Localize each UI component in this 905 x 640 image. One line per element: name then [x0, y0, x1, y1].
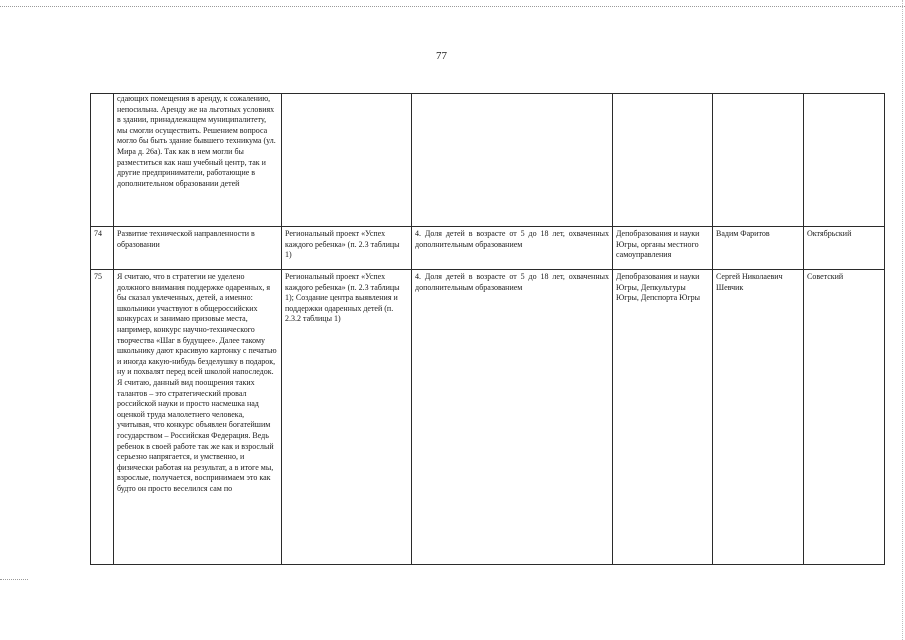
indicator-text: 4. Доля детей в возрасте от 5 до 18 лет, охваченных дополнительным образованием — [412, 227, 613, 270]
project-reference: Региональный проект «Успех каждого ребенка» (п. 2.3 таблицы 1) — [282, 227, 412, 270]
author-name — [713, 94, 804, 227]
table-row — [91, 94, 885, 227]
row-number: 75 — [91, 270, 114, 565]
proposal-text: сдающих помещения в аренду, к сожалению, непосильна. Аренду же на льготных условиях в здании, принадлежащем муниципалитету, мы смогли осуществить. Решением вопроса могло бы быть здание бывшего техникума (ул. Мира д. 26а). Так как в нем могли бы разместиться как наш учебный центр, так и другие предприниматели, работающие в дополнительном образовании детей — [114, 94, 282, 227]
top-scan-rule — [0, 6, 905, 7]
author-name: Вадим Фаритов — [713, 227, 804, 270]
page-number: 77 — [436, 50, 447, 62]
project-reference — [282, 94, 412, 227]
row-number: 74 — [91, 227, 114, 270]
proposals-table — [90, 93, 885, 565]
district-name: Советский — [804, 270, 885, 565]
author-name: Сергей Николаевич Шевчик — [713, 270, 804, 565]
table-row — [91, 270, 885, 565]
responsible-bodies: Депобразования и науки Югры, органы местного самоуправления — [613, 227, 713, 270]
project-reference: Региональный проект «Успех каждого ребенка» (п. 2.3 таблицы 1); Создание центра выявления и поддержки одаренных детей (п. 2.3.2 таблицы 1) — [282, 270, 412, 565]
indicator-text — [412, 94, 613, 227]
responsible-bodies — [613, 94, 713, 227]
table-row — [91, 227, 885, 270]
district-name: Октябрьский — [804, 227, 885, 270]
row-number — [91, 94, 114, 227]
responsible-bodies: Депобразования и науки Югры, Депкультуры Югры, Депспорта Югры — [613, 270, 713, 565]
right-scan-edge — [902, 0, 903, 640]
indicator-text: 4. Доля детей в возрасте от 5 до 18 лет, охваченных дополнительным образованием — [412, 270, 613, 565]
proposal-text: Я считаю, что в стратегии не уделено должного внимания поддержке одаренных, я бы сказал увлеченных, детей, а именно: школьники участвуют в общероссийских конкурсах и занимаю призовые места, например, конкурс научно-технического творчества «Шаг в будущее». Далее такому школьнику дают красивую картонку с печатью и иногда какую-нибудь безделушку в подарок, ну и похвалят перед всей школой напоследок. Я считаю, данный вид поощрения таких талантов – это стратегический провал российской науки и просто насмешка над оценкой труда малолетнего человека, учитывая, что конкурс объявлен богатейшим государством – Российская Федерация. Ведь ребенок в своей работе так же как и взрослый серьезно напрягается, и умственно, и физически работая на результат, а в итоге мы, взрослые, получается, воспринимаем это как будто он просто веселился сам по — [114, 270, 282, 565]
left-scan-mark — [0, 579, 28, 580]
district-name — [804, 94, 885, 227]
proposal-text: Развитие технической направленности в образовании — [114, 227, 282, 270]
